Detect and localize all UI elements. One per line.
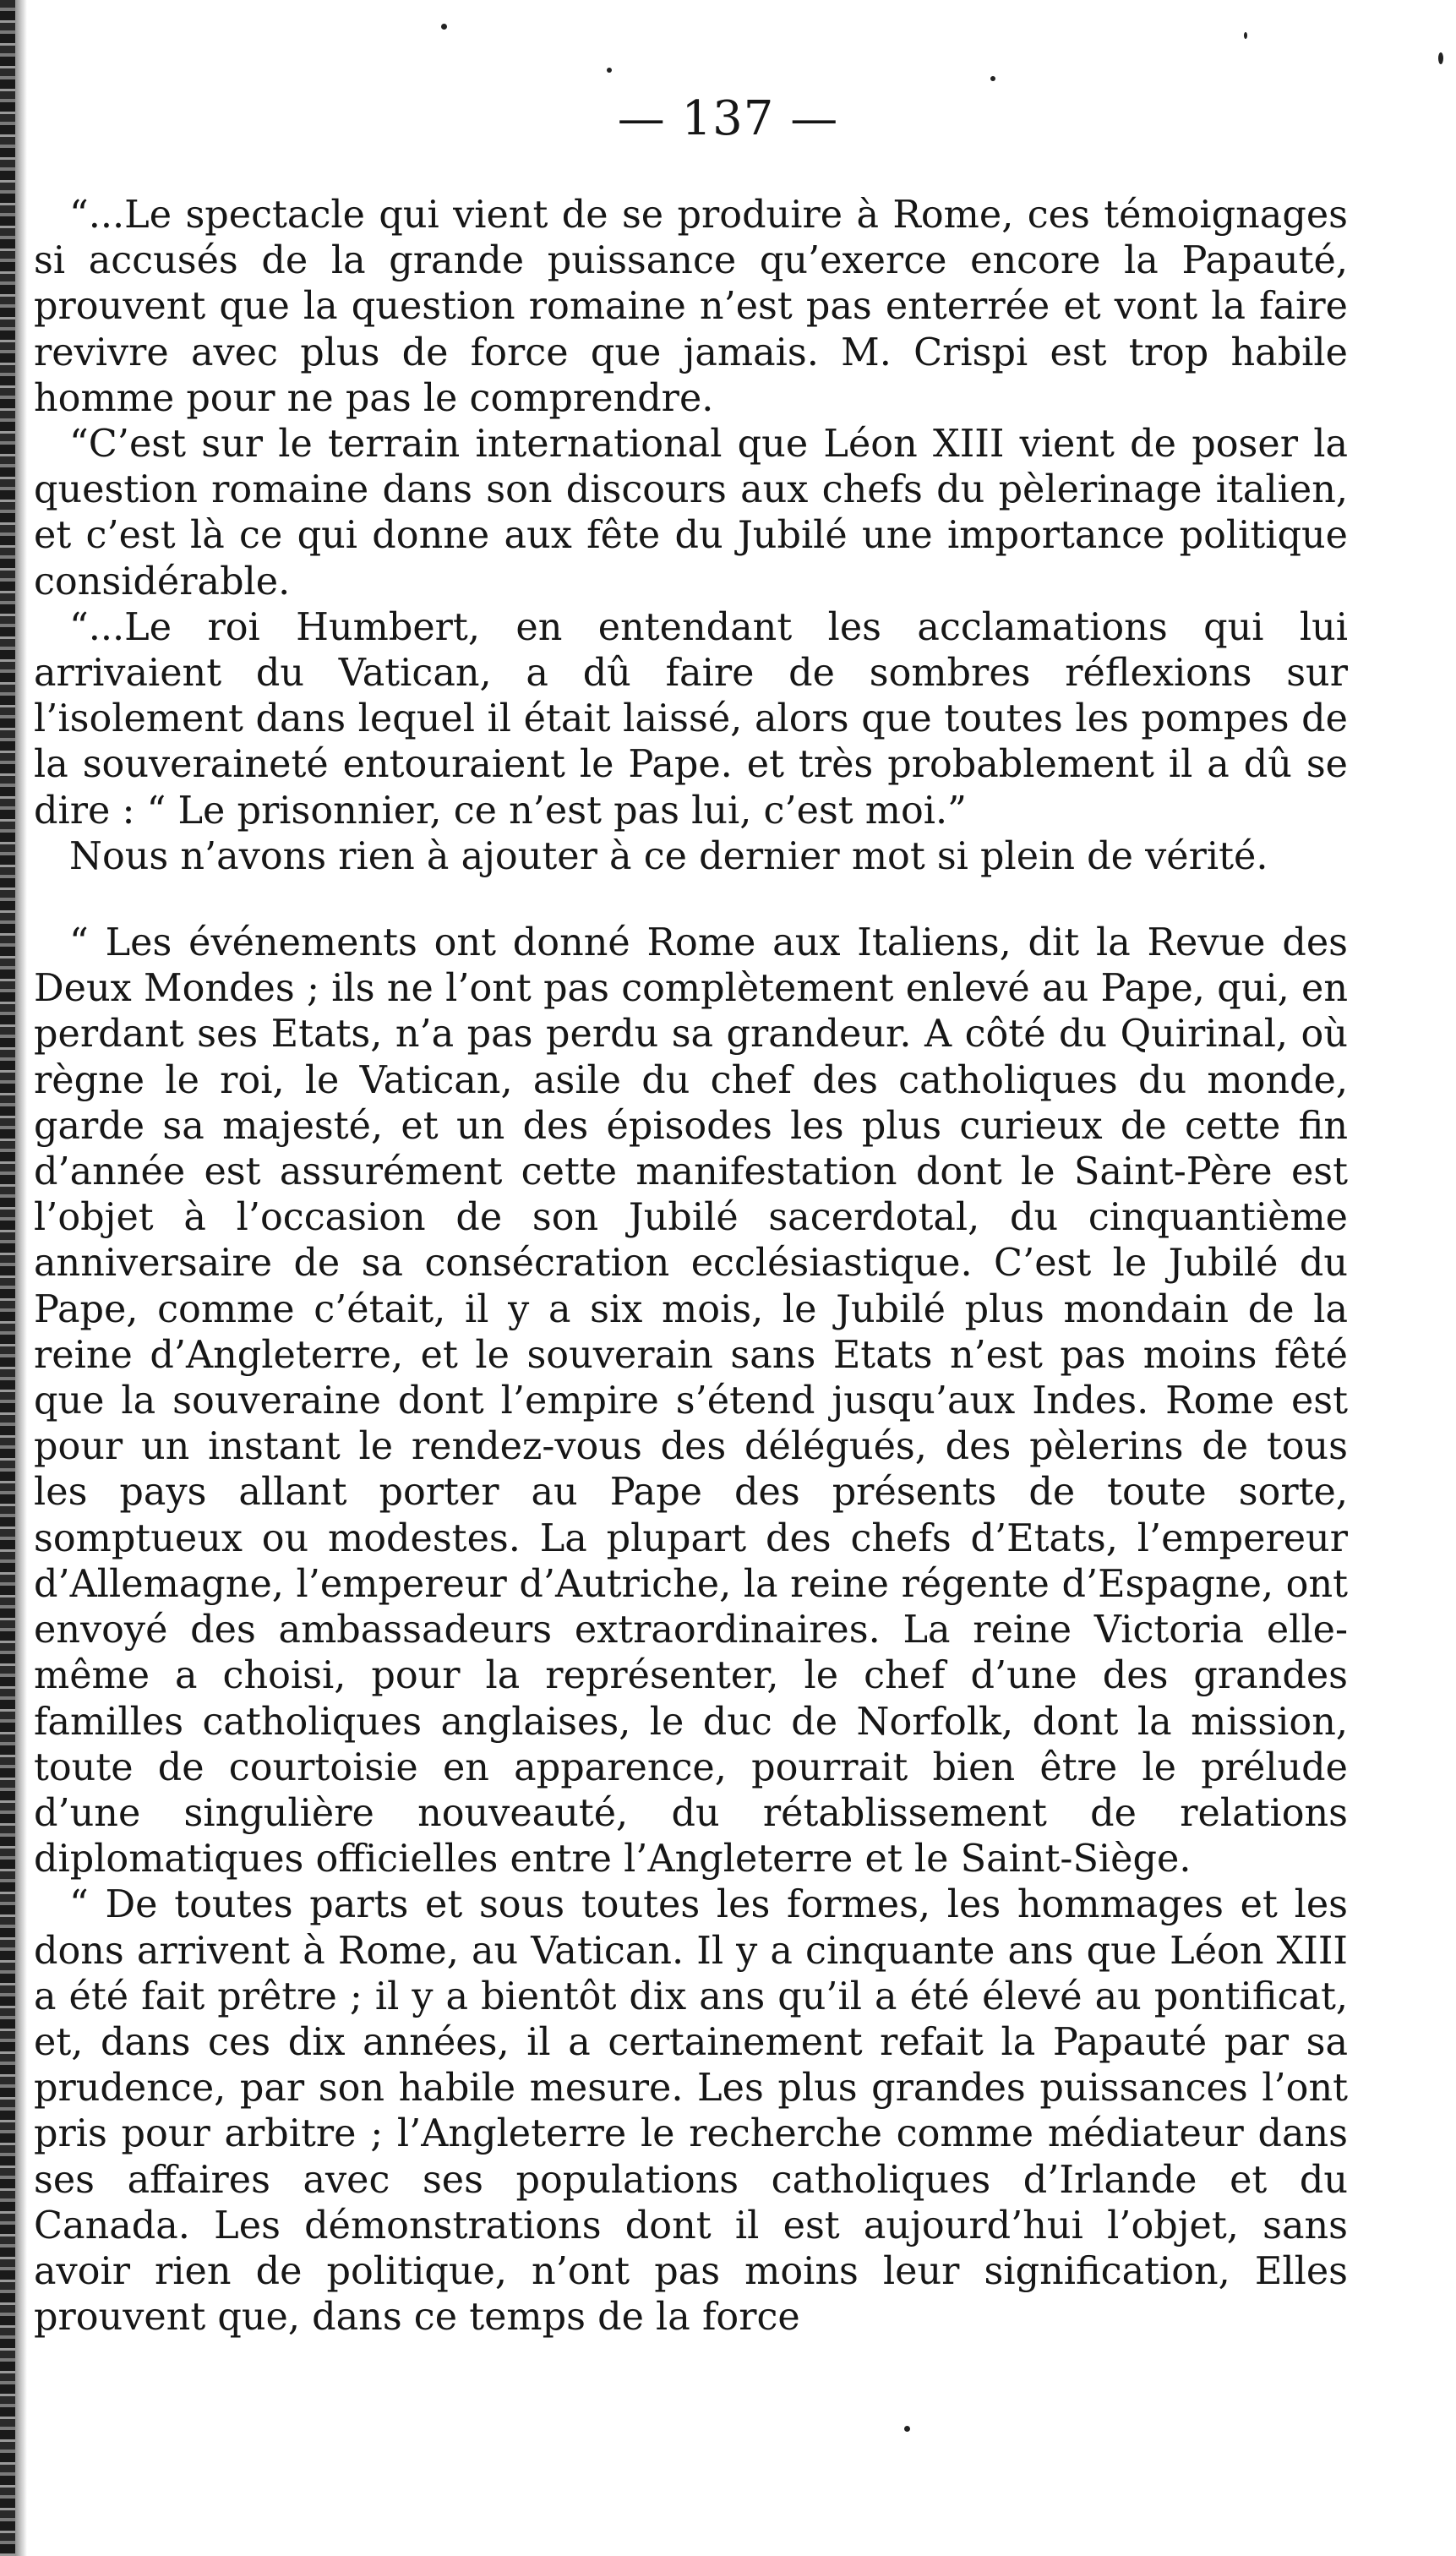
page-number: — 137 — (617, 91, 839, 146)
page-body (34, 193, 1348, 2340)
ink-speck (990, 76, 995, 81)
ink-speck (1438, 52, 1443, 64)
ink-speck (441, 24, 447, 30)
paragraph: “ Les événements ont donné Rome aux Italiens, dit la Revue des Deux Mondes ; ils ne l’ont pas complètement enlevé au Pape, qui, en perdant ses Etats, n’a pas perdu sa grandeur. A côté du Quirinal, où règne le roi, le Vatican, asile du chef des catholiques du monde, garde sa majesté, et un des épisodes les plus curieux de cette fin d’année est assurément cette manifestation dont le Saint-Père est l’objet à l’occasion de son Jubilé sacerdotal, du cinquantième anniversaire de sa consécration ecclésiastique. C’est le Jubilé du Pape, comme c’était, il y a six mois, le Jubilé plus mondain de la reine d’Angleterre, et le souverain sans Etats n’est pas moins fêté que la souveraine dont l’empire s’étend jusqu’aux Indes. Rome est pour un instant le rendez-vous des délégués, des pèlerins de tous les pays allant porter au Pape des présents de toute sorte, somptueux ou modestes. La plupart des chefs d’Etats, l’empereur d’Allemagne, l’empereur d’Autriche, la reine régente d’Espagne, ont envoyé des ambassadeurs extraordinaires. La reine Victoria elle-même a choisi, pour la représenter, le chef d’une des grandes familles catholiques anglaises, le duc de Norfolk, dont la mission, toute de courtoisie en apparence, pourrait bien être le prélude d’une singulière nouveauté, du rétablissement de relations diplomatiques officielles entre l’Angleterre et le Saint-Siège. (34, 921, 1348, 1882)
paragraph: “...Le roi Humbert, en entendant les acclamations qui lui arrivaient du Vatican, a dû faire de sombres réflexions sur l’isolement dans lequel il était laissé, alors que toutes les pompes de la souveraineté entouraient le Pape. et très probablement il a dû se dire : “ Le prisonnier, ce n’est pas lui, c’est moi.” (34, 605, 1348, 833)
paragraph: “C’est sur le terrain international que Léon XIII vient de poser la question romaine dans son discours aux chefs du pèlerinage italien, et c’est là ce qui donne aux fête du Jubilé une importance politique considérable. (34, 423, 1348, 604)
ink-speck (1244, 32, 1247, 39)
paragraph: “...Le spectacle qui vient de se produire à Rome, ces témoignages si accusés de la grande puissance qu’exerce encore la Papauté, prouvent que la question romaine n’est pas enterrée et vont la faire revivre avec plus de force que jamais. M. Crispi est trop habile homme pour ne pas le comprendre. (34, 194, 1348, 420)
binding-edge (0, 0, 15, 2556)
paragraph: “ De toutes parts et sous toutes les formes, les hommages et les dons arrivent à Rome, au Vatican. Il y a cinquante ans que Léon XIII a été fait prêtre ; il y a bientôt dix ans qu’il a été élevé au pontificat, et, dans ces dix années, il a certainement refait la Papauté par sa prudence, par son habile mesure. Les plus grandes puissances l’ont pris pour arbitre ; l’Angleterre le recherche comme médiateur dans ses affaires avec ses populations catholiques d’Irlande et du Canada. Les démonstrations dont il est aujourd’hui l’objet, sans avoir rien de politique, n’ont pas moins leur signification, Elles prouvent que, dans ce temps de la force (34, 1883, 1348, 2340)
ink-speck (607, 68, 612, 73)
ink-speck (904, 2426, 910, 2432)
paragraph: Nous n’avons rien à ajouter à ce dernier mot si plein de vérité. (69, 834, 1268, 878)
